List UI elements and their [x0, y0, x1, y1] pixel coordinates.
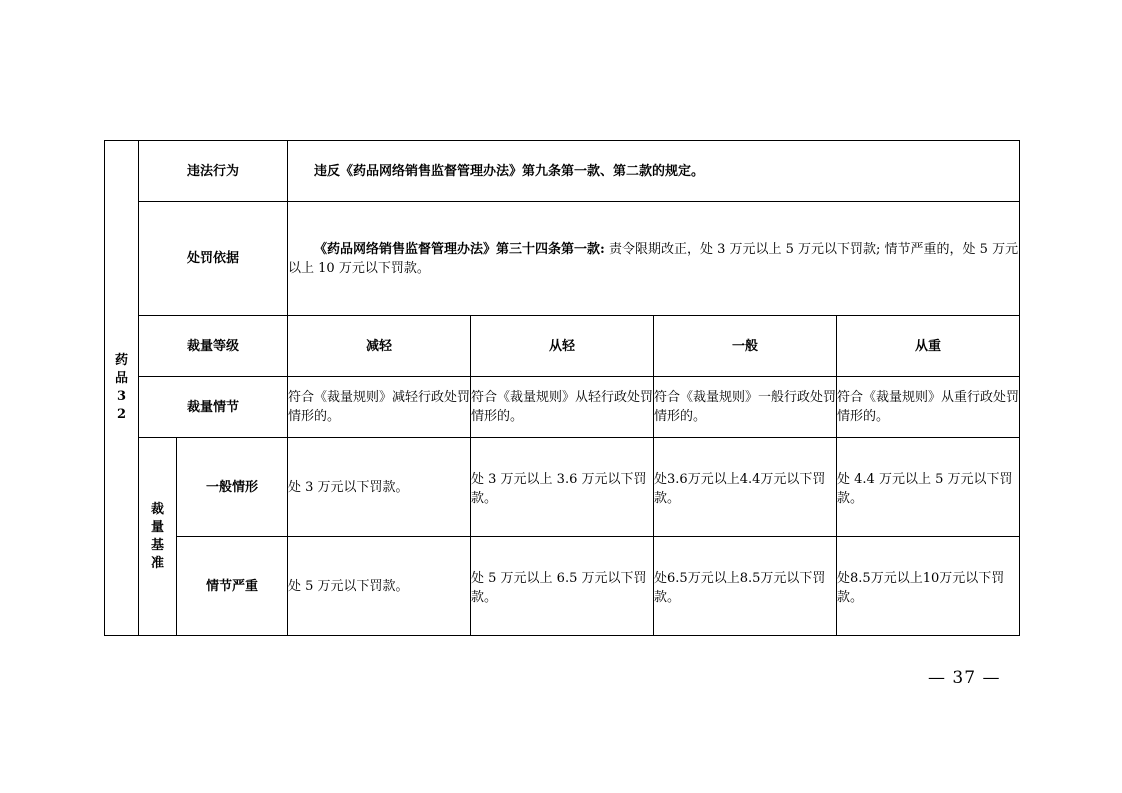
general-situation-row: [105, 438, 1020, 537]
item-label: [105, 141, 139, 636]
general-general: 处3.6万元以上4.4万元以下罚款。: [654, 438, 837, 537]
serious-severe: 处8.5万元以上10万元以下罚款。: [837, 537, 1020, 636]
item-label-text: 药品32: [114, 353, 128, 422]
levels-label: 裁量等级: [139, 316, 288, 377]
penalty-basis-row: [105, 202, 1020, 316]
level-severe: 从重: [837, 316, 1020, 377]
circumstance-mitigated: 符合《裁量规则》减轻行政处罚情形的。: [288, 377, 471, 438]
levels-row: [105, 316, 1020, 377]
basis-group-label: [139, 438, 177, 636]
serious-situation-label: 情节严重: [177, 537, 288, 636]
circumstances-label: 裁量情节: [139, 377, 288, 438]
penalty-basis-article: 《药品网络销售监督管理办法》第三十四条第一款:: [314, 241, 605, 257]
general-mitigated: 处 3 万元以下罚款。: [288, 438, 471, 537]
serious-situation-row: [105, 537, 1020, 636]
general-lenient: 处 3 万元以上 3.6 万元以下罚款。: [471, 438, 654, 537]
circumstance-severe: 符合《裁量规则》从重行政处罚情形的。: [837, 377, 1020, 438]
basis-group-label-text: 裁量基准: [150, 501, 164, 571]
circumstances-row: [105, 377, 1020, 438]
violation-cell: [288, 141, 1020, 202]
penalty-basis-cell: [288, 202, 1020, 316]
level-mitigated: 减轻: [288, 316, 471, 377]
serious-mitigated: 处 5 万元以下罚款。: [288, 537, 471, 636]
serious-lenient: 处 5 万元以上 6.5 万元以下罚款。: [471, 537, 654, 636]
violation-text: 违反《药品网络销售监督管理办法》第九条第一款、第二款的规定。: [314, 163, 705, 179]
level-general: 一般: [654, 316, 837, 377]
violation-label: 违法行为: [139, 141, 288, 202]
circumstance-general: 符合《裁量规则》一般行政处罚情形的。: [654, 377, 837, 438]
penalty-standard-table: [104, 140, 1020, 636]
level-lenient: 从轻: [471, 316, 654, 377]
page-number: — 37 —: [928, 668, 1001, 688]
serious-general: 处6.5万元以上8.5万元以下罚款。: [654, 537, 837, 636]
circumstance-lenient: 符合《裁量规则》从轻行政处罚情形的。: [471, 377, 654, 438]
violation-row: [105, 141, 1020, 202]
penalty-basis-label: 处罚依据: [139, 202, 288, 316]
general-situation-label: 一般情形: [177, 438, 288, 537]
penalty-basis-paragraph: [288, 240, 1019, 278]
general-severe: 处 4.4 万元以上 5 万元以下罚款。: [837, 438, 1020, 537]
penalty-basis-text: 责令限期改正，处 3 万元以上 5 万元以下罚款; 情节严重的，处 5 万元以上 10 万元以下罚款。: [288, 241, 1019, 276]
